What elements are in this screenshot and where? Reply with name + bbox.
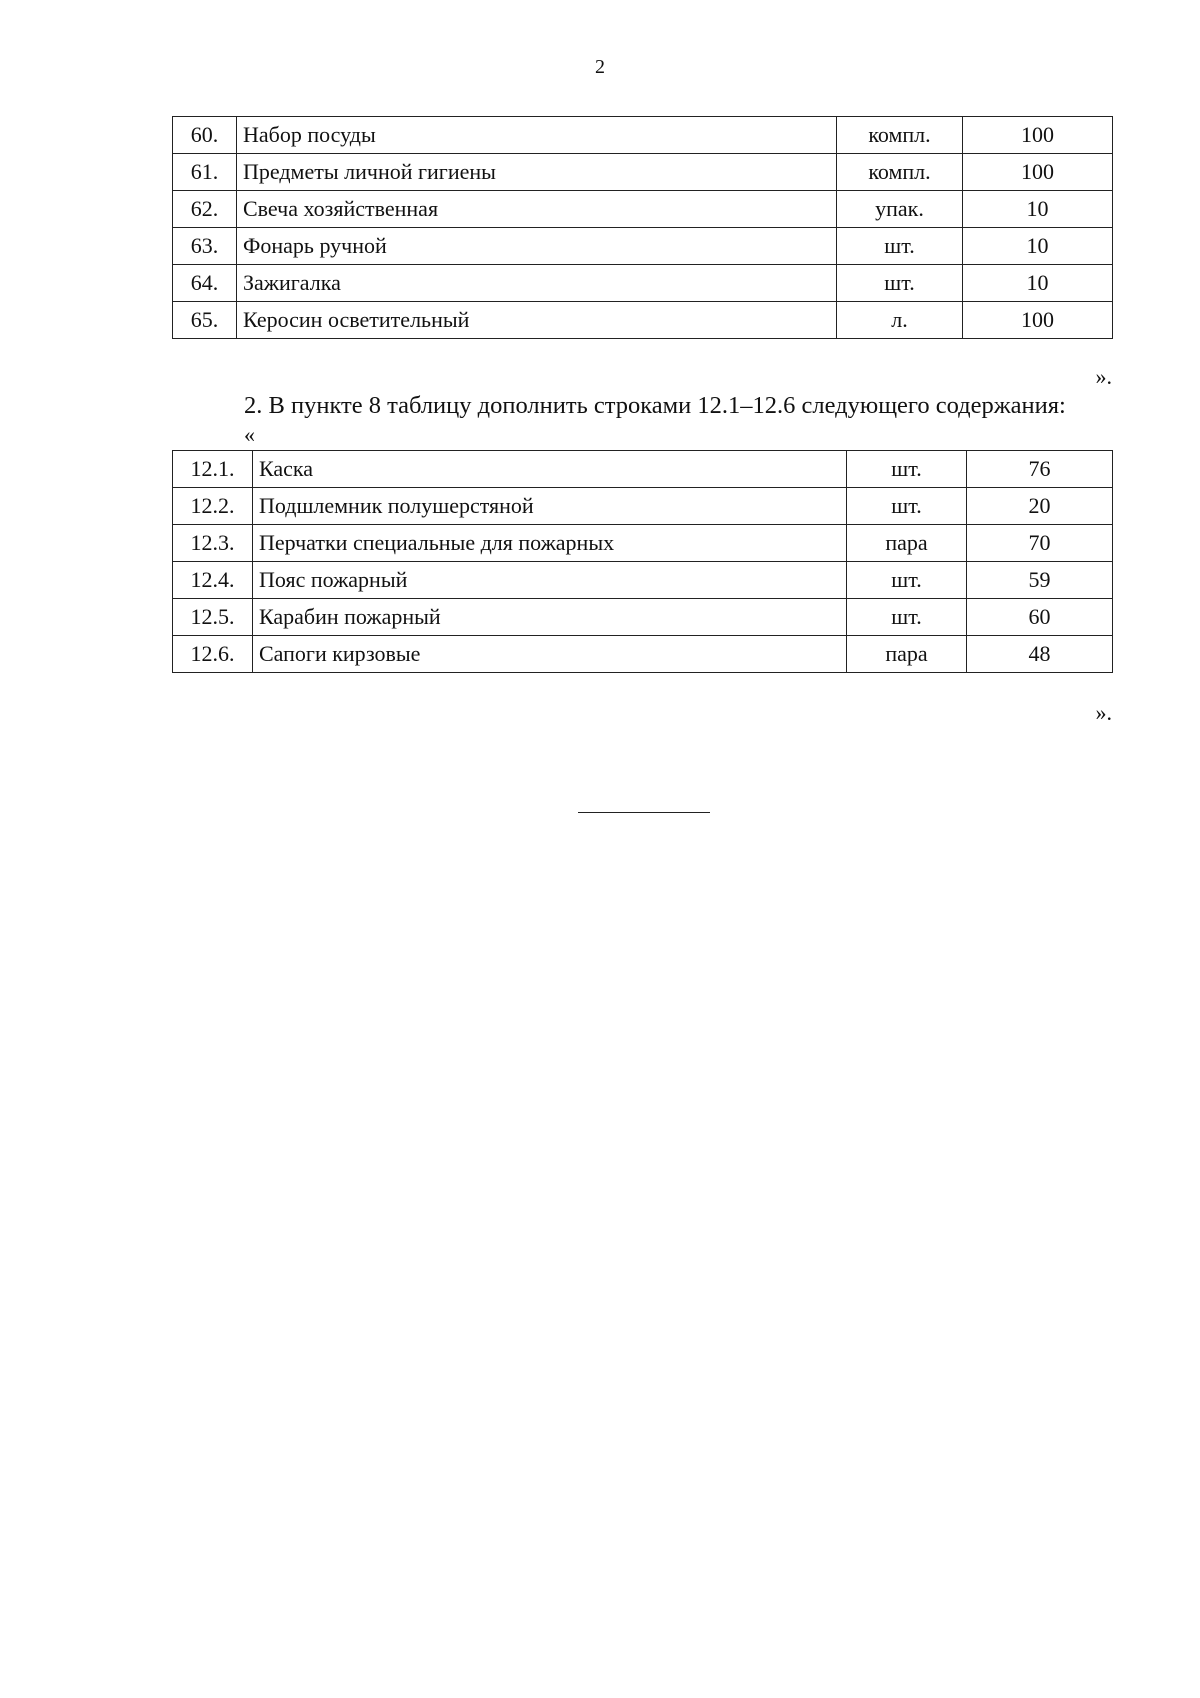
table-row bbox=[173, 636, 1113, 673]
item-name: Пояс пожарный bbox=[253, 562, 847, 599]
item-quantity: 70 bbox=[967, 525, 1113, 562]
item-quantity: 10 bbox=[963, 191, 1113, 228]
table-row bbox=[173, 488, 1113, 525]
table-row bbox=[173, 154, 1113, 191]
row-number: 12.6. bbox=[173, 636, 253, 673]
table-row bbox=[173, 302, 1113, 339]
item-unit: пара bbox=[847, 636, 967, 673]
item-unit: шт. bbox=[837, 228, 963, 265]
table-row bbox=[173, 265, 1113, 302]
item-unit: шт. bbox=[847, 562, 967, 599]
page-number: 2 bbox=[595, 56, 605, 78]
table-row bbox=[173, 117, 1113, 154]
fire-equipment-table bbox=[172, 450, 1113, 673]
item-quantity: 48 bbox=[967, 636, 1113, 673]
table-row bbox=[173, 228, 1113, 265]
table-row bbox=[173, 191, 1113, 228]
item-unit: шт. bbox=[847, 599, 967, 636]
item-quantity: 10 bbox=[963, 265, 1113, 302]
item-name: Зажигалка bbox=[237, 265, 837, 302]
item-name: Предметы личной гигиены bbox=[237, 154, 837, 191]
row-number: 12.2. bbox=[173, 488, 253, 525]
row-number: 12.1. bbox=[173, 451, 253, 488]
item-unit: пара bbox=[847, 525, 967, 562]
opening-quote: « bbox=[244, 422, 255, 447]
item-quantity: 20 bbox=[967, 488, 1113, 525]
item-quantity: 100 bbox=[963, 117, 1113, 154]
row-number: 65. bbox=[173, 302, 237, 339]
row-number: 12.5. bbox=[173, 599, 253, 636]
item-name: Керосин осветительный bbox=[237, 302, 837, 339]
closing-quote: ». bbox=[1095, 700, 1112, 725]
item-name: Карабин пожарный bbox=[253, 599, 847, 636]
item-unit: л. bbox=[837, 302, 963, 339]
row-number: 12.4. bbox=[173, 562, 253, 599]
item-unit: шт. bbox=[837, 265, 963, 302]
item-quantity: 76 bbox=[967, 451, 1113, 488]
row-number: 64. bbox=[173, 265, 237, 302]
item-name: Перчатки специальные для пожарных bbox=[253, 525, 847, 562]
item-name: Фонарь ручной bbox=[237, 228, 837, 265]
item-name: Каска bbox=[253, 451, 847, 488]
item-unit: шт. bbox=[847, 488, 967, 525]
row-number: 63. bbox=[173, 228, 237, 265]
item-quantity: 100 bbox=[963, 302, 1113, 339]
table-row bbox=[173, 562, 1113, 599]
closing-quote: ». bbox=[1095, 364, 1112, 389]
item-quantity: 60 bbox=[967, 599, 1113, 636]
item-quantity: 10 bbox=[963, 228, 1113, 265]
table-row bbox=[173, 525, 1113, 562]
item-quantity: 100 bbox=[963, 154, 1113, 191]
supplies-table bbox=[172, 116, 1113, 339]
item-unit: компл. bbox=[837, 117, 963, 154]
end-of-document-line bbox=[578, 812, 710, 813]
item-unit: упак. bbox=[837, 191, 963, 228]
table-row bbox=[173, 451, 1113, 488]
row-number: 12.3. bbox=[173, 525, 253, 562]
table-row bbox=[173, 599, 1113, 636]
row-number: 61. bbox=[173, 154, 237, 191]
item-unit: шт. bbox=[847, 451, 967, 488]
row-number: 62. bbox=[173, 191, 237, 228]
item-name: Подшлемник полушерстяной bbox=[253, 488, 847, 525]
item-name: Набор посуды bbox=[237, 117, 837, 154]
item-unit: компл. bbox=[837, 154, 963, 191]
item-name: Свеча хозяйственная bbox=[237, 191, 837, 228]
item-name: Сапоги кирзовые bbox=[253, 636, 847, 673]
item-quantity: 59 bbox=[967, 562, 1113, 599]
amendment-text: 2. В пункте 8 таблицу дополнить строками 12.1–12.6 следующего содержания: bbox=[244, 392, 1066, 419]
row-number: 60. bbox=[173, 117, 237, 154]
